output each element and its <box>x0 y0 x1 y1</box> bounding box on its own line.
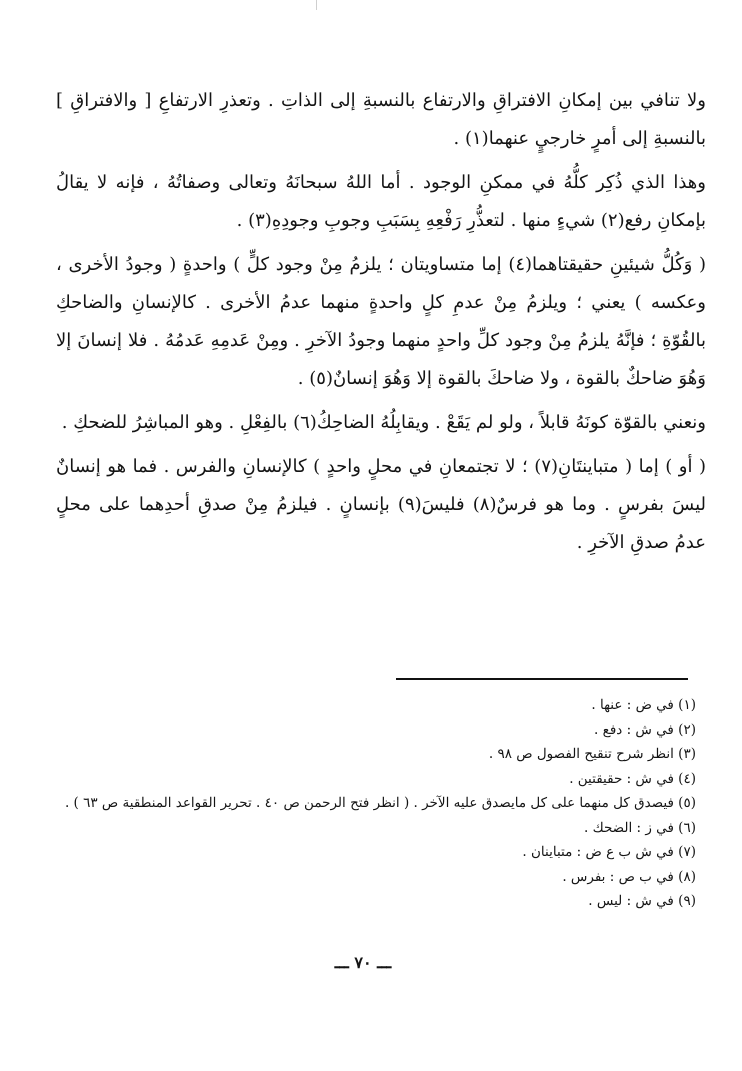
footnote-3: (٣) انظر شرح تنقيح الفصول ص ٩٨ . <box>488 746 696 762</box>
main-text <box>56 82 706 568</box>
paragraph-3: ( وَكُلُّ شيئينِ حقيقتاهما(٤) إما متساويتان ؛ يلزمُ مِنْ وجود كلٍّ ) واحدةٍ ( وجودُ الأخرى ، وعكسه ) يعني ؛ ويلزمُ مِنْ عدمِ كلٍ واحدةٍ منهما عدمُ الأخرى . كالإنسانِ والضاحكِ بالقُوّةِ ؛ فإنَّهُ يلزمُ مِنْ وجود كلِّ واحدٍ منهما وجودُ الآخرِ . ومِنْ عَدمِهِ عَدمُهُ . فلا إنسانَ إلا وَهُوَ ضاحكٌ بالقوة ، ولا ضاحكَ بالقوة إلا وَهُوَ إنسانٌ(٥) . <box>56 254 706 389</box>
footnote-6: (٦) في ز : الضحك . <box>584 819 696 836</box>
footnote-1: (١) في ض : عنها . <box>591 697 696 713</box>
scan-mark <box>316 0 317 10</box>
paragraph-2: وهذا الذي ذُكِر كلُّهُ في ممكنِ الوجود . أما اللهُ سبحانَهُ وتعالى وصفاتُهُ ، فإنه لا يقالُ بإمكانِ رفع(٢) شيءٍ منها . لتعذُّرِ رَفْعِهِ بِسَبَبِ وجوبِ وجودِهِ(٣) . <box>56 172 706 231</box>
footnote-2: (٢) في ش : دفع . <box>594 721 696 738</box>
footnote-7: (٧) في ش ب ع ض : متباينان . <box>522 844 696 860</box>
page-number: ـــ ٧٠ ـــ <box>334 953 392 972</box>
footnote-5: (٥) فيصدق كل منهما على كل مايصدق عليه الآخر . ( انظر فتح الرحمن ص ٤٠ . تحرير القواعد المنطقية ص ٦٣ ) . <box>64 795 696 811</box>
paragraph-5: ( أو ) إما ( متباينتَانِ(٧) ؛ لا تجتمعانِ في محلٍ واحدٍ ) كالإنسانِ والفرس . فما هو إنسانٌ ليسَ بفرسٍ . وما هو فرسٌ(٨) فليسَ(٩) بإنسانٍ . فيلزمُ مِنْ صدقِ أحدِهما على محلٍ عدمُ صدقِ الآخرِ . <box>56 456 706 553</box>
paragraph-4: ونعني بالقوّة كونَهُ قابلاً ، ولو لم يَقَعْ . ويقابِلُهُ الضاحِكُ(٦) بالفِعْلِ . وهو المباشِرُ للضحكِ . <box>61 412 706 433</box>
footnote-8: (٨) في ب ص : بفرس . <box>562 868 696 885</box>
footnotes <box>56 693 696 914</box>
paragraph-1: ولا تنافي بين إمكانِ الافتراقِ والارتفاع بالنسبةِ إلى الذاتِ . وتعذرِ الارتفاعِ [ والافتراقِ ] بالنسبةِ إلى أمرٍ خارجيٍ عنهما(١) . <box>56 90 706 149</box>
footnote-4: (٤) في ش : حقيقتين . <box>569 770 696 787</box>
footnote-separator <box>396 678 688 680</box>
footnote-9: (٩) في ش : ليس . <box>588 893 696 909</box>
